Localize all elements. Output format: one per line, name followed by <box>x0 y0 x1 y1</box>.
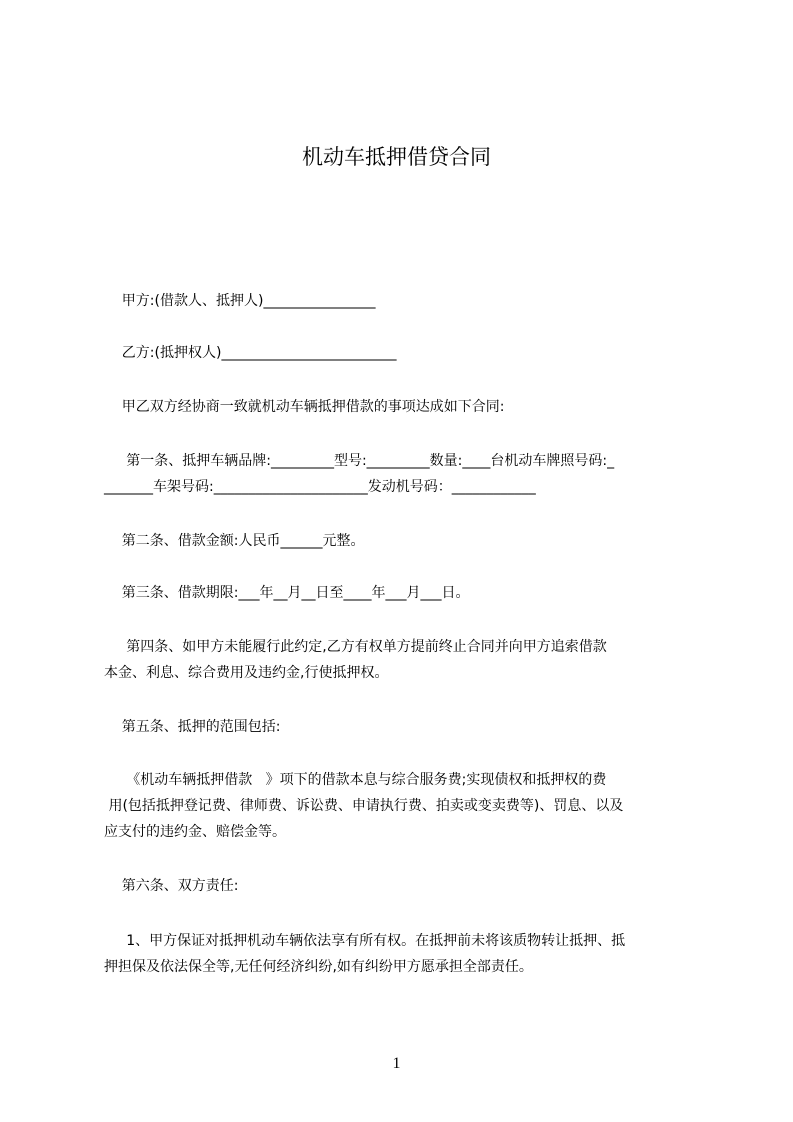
article-5-paragraph <box>104 714 704 740</box>
article-1-paragraph <box>104 448 704 500</box>
article-3-paragraph <box>104 580 704 606</box>
text-line: 甲乙双方经协商一致就机动车辆抵押借款的事项达成如下合同: <box>104 399 505 415</box>
preamble-paragraph <box>104 394 704 420</box>
responsibility-1-paragraph <box>104 928 704 980</box>
article-6-paragraph <box>104 873 704 899</box>
text-line: 应支付的违约金、赔偿金等。 <box>104 824 286 840</box>
text-line: 本金、利息、综合费用及违约金,行使抵押权。 <box>104 665 389 681</box>
party-a-line <box>104 288 704 314</box>
page-number: 1 <box>392 1055 401 1072</box>
text-line: 第四条、如甲方未能履行此约定,乙方有权单方提前终止合同并向甲方追索借款 <box>104 639 607 655</box>
mortgage-scope-paragraph <box>104 767 704 845</box>
party-b-line <box>104 340 704 366</box>
text-line: 第六条、双方责任: <box>104 878 239 894</box>
text-line: 第三条、借款期限:___年__月__日至____年___月___日。 <box>104 585 470 601</box>
text-line: _______车架号码:______________________发动机号码：____________ <box>104 479 536 495</box>
article-2-paragraph <box>104 528 704 554</box>
text-line: 甲方:(借款人、抵押人)________________ <box>104 293 376 309</box>
text-line: 押担保及依法保全等,无任何经济纠纷,如有纠纷甲方愿承担全部责任。 <box>104 959 533 975</box>
text-line: 第五条、抵押的范围包括: <box>104 719 281 735</box>
text-line: 第一条、抵押车辆品牌:_________型号:_________数量:____台机动车牌照号码:_ <box>104 453 615 469</box>
text-line: 用(包括抵押登记费、律师费、诉讼费、申请执行费、拍卖或变卖费等)、罚息、以及 <box>104 798 624 814</box>
text-line: 1、甲方保证对抵押机动车辆依法享有所有权。在抵押前未将该质物转让抵押、抵 <box>104 933 626 949</box>
text-line: 第二条、借款金额:人民币______元整。 <box>104 533 365 549</box>
text-line: 《机动车辆抵押借款 》项下的借款本息与综合服务费;实现债权和抵押权的费 <box>104 772 607 788</box>
text-line: 乙方:(抵押权人)_________________________ <box>104 345 397 361</box>
document-title: 机动车抵押借贷合同 <box>302 145 491 169</box>
article-4-paragraph <box>104 634 704 686</box>
